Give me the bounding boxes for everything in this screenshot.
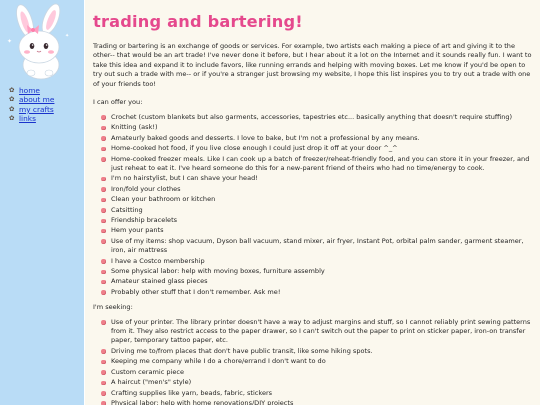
nav-link-my-crafts[interactable]: my crafts [19,104,54,114]
offer-item [101,123,535,132]
offer-item-text: Friendship bracelets [111,216,178,224]
pink-dot-icon [101,290,106,295]
offer-item-text: Use of my items: shop vacuum, Dyson ball vacuum, stand mixer, air fryer, Instant Pot, orbital palm sander, garment steamer, iron, air mattress [111,236,524,255]
offer-item [101,195,535,204]
pink-dot-icon [101,259,106,264]
flower-bullet-icon: ✿ [9,86,15,94]
pink-dot-icon [101,136,106,141]
pink-dot-icon [101,208,106,213]
seek-item-text: A haircut ("men's" style) [111,378,192,387]
pink-dot-icon [101,280,106,285]
nav-link-links[interactable]: links [19,114,36,124]
pink-dot-icon [101,115,106,120]
seek-item [101,368,535,377]
nav-item-home [9,86,54,95]
offer-item [101,185,535,194]
offer-item-text: Catsitting [111,205,143,214]
pink-dot-icon [101,177,106,182]
flower-bullet-icon: ✿ [9,104,15,113]
offer-item-text: Clean your bathroom or kitchen [111,195,216,204]
article-body [93,42,535,405]
offer-item-text: Crochet (custom blankets but also garments, accessories, tapestries etc... basically anything that doesn't require stuffing) [111,112,513,121]
intro-paragraph: Trading or bartering is an exchange of goods or services. For example, two artists each making a piece of art and giving it to the other-- that would be an art trade! I've never done it before, but I hear about it a lot on the Internet and it sounds really fun. I want to take this idea and expand it to include favors, like running errands and helping with moving boxes. Let me know if you'd be open to try out such a trade with me-- or if you're a stranger just browsing my website, I hope this list inspires you to try out a trade with one of your friends too! [93,42,532,88]
offer-item [101,113,535,122]
offer-item-text: Amateurly baked goods and desserts. I love to bake, but I'm not a professional by any means. [111,133,420,142]
offer-item-text: I have a Costco membership [111,256,205,265]
offer-item-text: Probably other stuff that I don't remember. Ask me! [111,287,281,296]
seek-item [101,389,535,398]
offer-item [101,277,535,286]
nav-item-my-crafts [9,105,54,114]
offer-item-text: Hem your pants [111,226,164,235]
sidebar [0,0,84,405]
bunny-mascot-icon [3,3,79,81]
pink-dot-icon [101,349,106,354]
nav-item-links [9,114,54,123]
seek-item-text: Driving me to/from places that don't have public transit, like some hiking spots. [111,346,373,355]
seek-item [101,357,535,366]
pink-dot-icon [101,391,106,396]
seek-item-text: Custom ceramic piece [111,367,185,376]
offer-item [101,267,535,276]
seek-item [101,318,535,346]
nav-link-home[interactable]: home [19,86,40,95]
offer-item-text: Iron/fold your clothes [111,184,181,193]
pink-dot-icon [101,401,106,405]
offer-item [101,257,535,266]
offer-item [101,144,535,153]
seek-item [101,399,535,405]
offer-item [101,288,535,297]
pink-dot-icon [101,360,106,365]
offer-item [101,174,535,183]
flower-bullet-icon: ✿ [9,95,15,104]
seek-item [101,378,535,387]
pink-dot-icon [101,187,106,192]
svg-text:✦: ✦ [7,38,13,45]
seek-list [93,318,535,405]
pink-dot-icon [101,157,106,162]
pink-dot-icon [101,219,106,224]
offer-item-text: Home-cooked freezer meals. Like I can cook up a batch of freezer/reheat-friendly food, and you can store it in your freezer, and just reheat to eat it. I've heard someone do this for a new-parent friend of theirs who had no time/energy to cook. [111,154,530,172]
offer-item [101,134,535,143]
offer-item-text: Amateur stained glass pieces [111,277,208,286]
flower-bullet-icon: ✿ [9,114,15,123]
offer-item [101,155,535,174]
seek-item-text: Crafting supplies like yarn, beads, fabric, stickers [111,388,273,397]
pink-dot-icon [101,270,106,275]
pink-dot-icon [101,229,106,234]
offer-item-text: Home-cooked hot food, if you live close enough I could just drop it off at your door ^_^ [111,144,398,153]
sidebar-nav [9,86,54,124]
seek-item-text: Use of your printer. The library printer doesn't have a way to adjust margins and stuff, so I cannot reliably print sewing patterns from it. They also restrict access to the paper drawer, so I can't switch out the paper to print on sticker paper, iron-on transfer paper, temporary tattoo paper, etc. [111,317,531,345]
offer-item [101,206,535,215]
offer-item-text: I'm no hairstylist, but I can shave your head! [111,174,258,183]
svg-text:✦: ✦ [65,33,70,39]
pink-dot-icon [101,370,106,375]
pink-dot-icon [101,381,106,386]
nav-link-about-me[interactable]: about me [19,95,55,105]
seek-item-text: Keeping me company while I do a chore/errand I don't want to do [111,357,326,366]
offer-item [101,226,535,235]
offer-list [93,113,535,297]
offer-item [101,216,535,225]
offer-item-text: Some physical labor: help with moving boxes, furniture assembly [111,267,325,276]
pink-dot-icon [101,239,106,244]
main-content [85,0,540,405]
offer-item-text: Knitting (ask!) [111,123,158,132]
seek-item [101,347,535,356]
offer-heading: I can offer you: [93,98,143,107]
nav-item-about-me [9,95,54,104]
page-title: trading and bartering! [93,12,303,31]
pink-dot-icon [101,198,106,203]
seek-item-text: Physical labor: help with home renovations/DIY projects [111,398,294,405]
pink-dot-icon [101,126,106,131]
seek-heading: I'm seeking: [93,302,133,311]
offer-item [101,237,535,256]
pink-dot-icon [101,320,106,325]
pink-dot-icon [101,147,106,152]
